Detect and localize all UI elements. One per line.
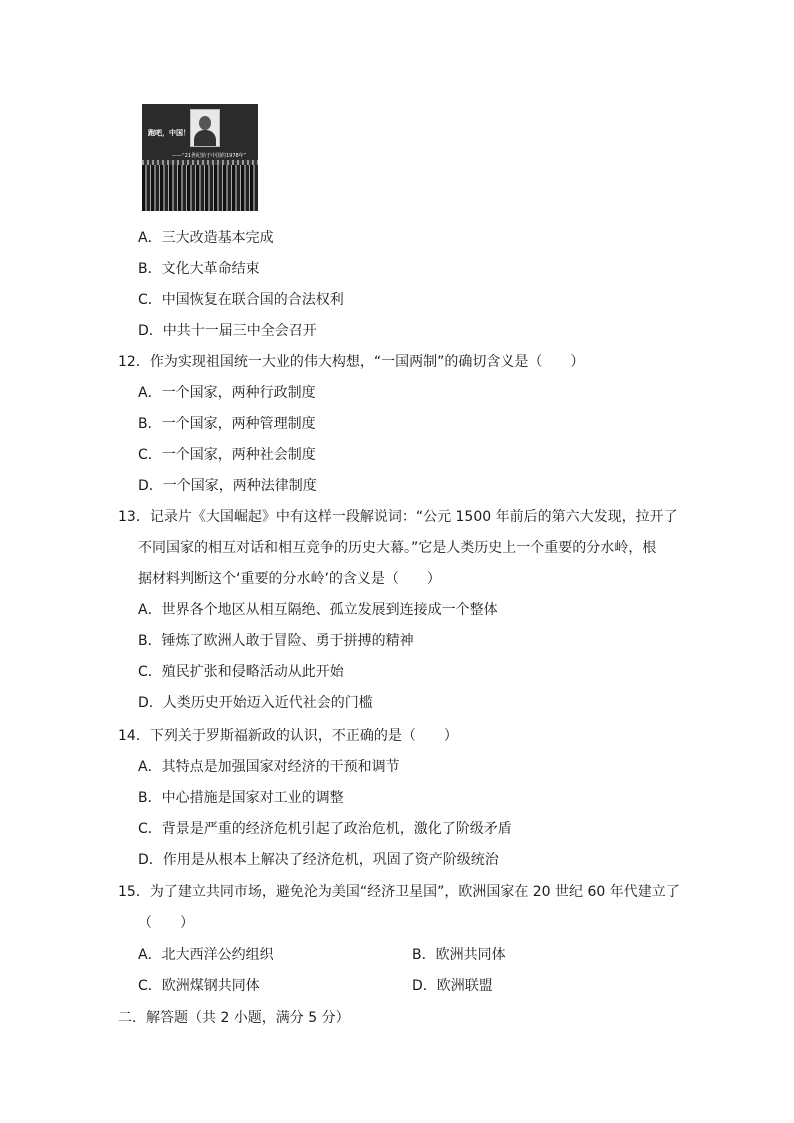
q15-option-c: C．欧洲煤钢共同体 (138, 978, 260, 994)
q12-option-c: C．一个国家，两种社会制度 (138, 447, 316, 463)
section-heading: 二．解答题（共 2 小题，满分 5 分） (118, 1010, 350, 1026)
q13-option-c: C．殖民扩张和侵略活动从此开始 (138, 664, 344, 680)
photo-runners (142, 165, 258, 211)
photo-caption-main: 跑吧，中国！ (148, 129, 190, 137)
q13-option-a: A．世界各个地区从相互隔绝、孤立发展到连接成一个整体 (138, 602, 498, 618)
q12-option-d: D．一个国家，两种法律制度 (138, 478, 317, 494)
q12-option-b: B．一个国家，两种管理制度 (138, 416, 316, 432)
q11-option-b: B．文化大革命结束 (138, 261, 260, 277)
q14-option-d: D．作用是从根本上解决了经济危机，巩固了资产阶级统治 (138, 852, 499, 868)
q14-stem: 14．下列关于罗斯福新政的认识，不正确的是（ ） (118, 728, 458, 744)
q13-option-d: D．人类历史开始迈入近代社会的门槛 (138, 695, 373, 711)
q15-option-b: B．欧洲共同体 (412, 947, 506, 963)
q15-stem-line-2: （ ） (138, 915, 194, 931)
q11-option-d: D．中共十一届三中全会召开 (138, 323, 317, 339)
q15-option-a: A．北大西洋公约组织 (138, 947, 274, 963)
q13-option-b: B．锤炼了欧洲人敢于冒险、勇于拼搏的精神 (138, 633, 414, 649)
q11-option-a: A．三大改造基本完成 (138, 230, 274, 246)
photo-portrait (190, 109, 220, 147)
q11-option-c: C．中国恢复在联合国的合法权利 (138, 292, 344, 308)
q13-stem-line-2: 不同国家的相互对话和相互竞争的历史大幕。”它是人类历史上一个重要的分水岭，根 (138, 540, 657, 556)
q12-option-a: A．一个国家，两种行政制度 (138, 385, 316, 401)
question-photo (142, 104, 258, 211)
q14-option-c: C．背景是严重的经济危机引起了政治危机，激化了阶级矛盾 (138, 821, 512, 837)
q15-option-d: D．欧洲联盟 (412, 978, 493, 994)
q15-stem-line-1: 15．为了建立共同市场，避免沦为美国“经济卫星国”，欧洲国家在 20 世纪 60 年代建立了 (118, 884, 680, 900)
q12-stem: 12．作为实现祖国统一大业的伟大构想，“一国两制”的确切含义是（ ） (118, 354, 585, 370)
q13-stem-line-1: 13．记录片《大国崛起》中有这样一段解说词：“公元 1500 年前后的第六大发现，拉开了 (118, 509, 678, 525)
q14-option-b: B．中心措施是国家对工业的调整 (138, 790, 344, 806)
q13-stem-line-3: 据材料判断这个‘重要的分水岭’的含义是（ ） (138, 571, 441, 587)
photo-caption-sub: ——“21世纪始于中国的1978年” (172, 153, 247, 159)
q14-option-a: A．其特点是加强国家对经济的干预和调节 (138, 759, 400, 775)
